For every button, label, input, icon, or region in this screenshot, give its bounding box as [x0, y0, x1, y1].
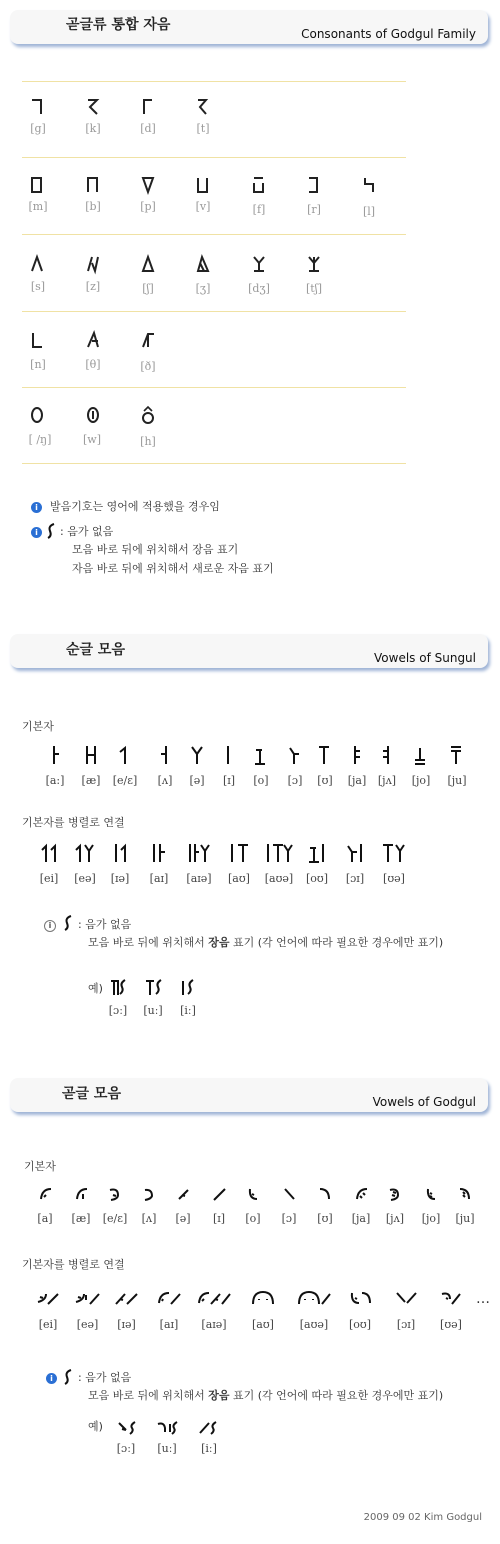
consonant-glyph — [252, 255, 266, 273]
ipa-label: [eə] — [74, 872, 96, 885]
vowel-glyph — [308, 843, 326, 863]
ipa-label: [aɪə] — [201, 1318, 227, 1331]
ipa-label: [ʌ] — [141, 1212, 157, 1225]
vowel-glyph — [84, 745, 98, 765]
consonant-glyph — [141, 331, 155, 349]
consonant-glyph — [86, 98, 100, 116]
consonant-glyph — [196, 98, 210, 116]
ipa-label: [p] — [140, 200, 156, 213]
note-emphasis: 장음 — [208, 936, 230, 949]
ipa-label: [ɔɪ] — [396, 1318, 416, 1331]
ipa-label: [aʊ] — [252, 1318, 274, 1331]
section-title-en: Vowels of Godgul — [372, 1095, 476, 1109]
row-divider — [22, 463, 406, 464]
ipa-label: [ɔɪ] — [345, 872, 365, 885]
vowel-glyph — [48, 745, 62, 765]
ipa-label: [oʊ] — [348, 1318, 372, 1331]
info-icon: i — [31, 527, 42, 538]
vowel-glyph — [74, 1290, 101, 1306]
silent-mark-icon — [46, 522, 56, 540]
vowel-glyph — [150, 843, 168, 863]
ipa-label: [h] — [140, 435, 156, 448]
ipa-label: [ʃ] — [142, 282, 154, 295]
example-glyph — [156, 1420, 180, 1436]
section-title-en: Vowels of Sungul — [374, 651, 476, 665]
section-title-ko: 곧글 모음 — [62, 1086, 121, 1102]
vowel-glyph — [354, 1186, 369, 1202]
example-glyph — [179, 977, 199, 997]
vowel-glyph — [288, 745, 302, 765]
ipa-label: [ju] — [455, 1212, 475, 1225]
section-title-en: Consonants of Godgul Family — [301, 27, 476, 41]
combo-ellipsis: … — [476, 1291, 490, 1307]
consonant-glyph — [141, 255, 155, 273]
ipa-label: [oʊ] — [305, 872, 329, 885]
section-title-ko: 순글 모음 — [66, 642, 125, 658]
vowel-glyph — [424, 1186, 439, 1202]
ipa-label: [æ] — [81, 774, 101, 787]
vowel-glyph — [246, 1186, 261, 1202]
ipa-label: [aɪ] — [159, 1318, 179, 1331]
ipa-label: [ʒ] — [195, 282, 211, 295]
consonant-glyph — [307, 176, 321, 194]
example-glyph — [198, 1420, 220, 1436]
ipa-label: [ʊ] — [317, 1212, 333, 1225]
ipa-label: [w] — [83, 433, 101, 446]
vowel-glyph — [190, 745, 204, 765]
ipa-label: [o] — [245, 1212, 261, 1225]
consonant-glyph — [86, 255, 100, 273]
vowel-glyph — [74, 1186, 89, 1202]
ipa-label: [dʒ] — [248, 282, 270, 295]
basic-label: 기본자 — [22, 720, 54, 733]
ipa-label: [ə] — [175, 1212, 191, 1225]
consonant-glyph — [141, 98, 155, 116]
ipa-label: [k] — [85, 122, 101, 135]
note-text: : 음가 없음 — [60, 525, 114, 538]
consonant-glyph — [30, 331, 44, 349]
silent-mark-icon — [63, 1368, 73, 1386]
ipa-label: [jʌ] — [377, 774, 397, 787]
vowel-glyph — [346, 843, 364, 863]
vowel-glyph — [142, 1186, 157, 1202]
vowel-glyph — [380, 745, 394, 765]
ipa-label: [ɔː] — [116, 1442, 136, 1455]
vowel-glyph — [382, 843, 406, 863]
vowel-glyph — [212, 1186, 227, 1202]
combo-label: 기본자를 병렬로 연결 — [22, 816, 125, 829]
consonant-glyph — [141, 176, 155, 194]
consonant-glyph — [196, 176, 210, 194]
combo-label: 기본자를 병렬로 연결 — [22, 1258, 125, 1271]
ipa-label: [ /ŋ] — [28, 433, 52, 446]
vowel-glyph — [414, 745, 428, 765]
ipa-label: [z] — [85, 280, 101, 293]
example-glyph — [117, 1420, 139, 1436]
ipa-label: [ɔː] — [108, 1004, 128, 1017]
ipa-label: [g] — [30, 122, 46, 135]
ipa-label: [æ] — [71, 1212, 91, 1225]
ipa-label: [eə] — [76, 1318, 99, 1331]
consonant-glyph — [30, 406, 44, 424]
row-divider — [22, 157, 406, 158]
vowel-glyph — [222, 745, 236, 765]
vowel-glyph — [296, 1290, 332, 1306]
note-text: : 음가 없음 — [78, 918, 132, 931]
vowel-glyph — [112, 843, 128, 863]
ipa-label: [ja] — [351, 1212, 371, 1225]
ipa-label: [iː] — [201, 1442, 217, 1455]
vowel-glyph — [458, 1186, 473, 1202]
note-text: 자음 바로 뒤에 위치해서 새로운 자음 표기 — [72, 562, 274, 575]
row-divider — [22, 234, 406, 235]
ipa-label: [o] — [253, 774, 269, 787]
ipa-label: [aɪ] — [149, 872, 169, 885]
section-header-consonants — [10, 10, 488, 44]
ipa-label: [iː] — [180, 1004, 196, 1017]
consonant-glyph — [30, 255, 44, 273]
note-part: 모음 바로 뒤에 위치해서 — [88, 936, 209, 949]
example-label: 예) — [88, 1420, 103, 1433]
ipa-label: [ɪ] — [222, 774, 236, 787]
footer-credit: 2009 09 02 Kim Godgul — [363, 1512, 482, 1523]
note-text: 발음기호는 영어에 적용했을 경우임 — [50, 500, 220, 513]
ipa-label: [s] — [30, 280, 46, 293]
ipa-label: [m] — [28, 200, 48, 213]
ipa-label: [b] — [85, 200, 101, 213]
ipa-label: [ju] — [447, 774, 467, 787]
row-divider — [22, 81, 406, 82]
vowel-glyph — [440, 1290, 462, 1306]
consonant-glyph — [86, 331, 100, 349]
ipa-label: [a] — [37, 1212, 53, 1225]
vowel-glyph — [264, 843, 294, 863]
ipa-label: [n] — [30, 358, 46, 371]
ipa-label: [jo] — [421, 1212, 441, 1225]
consonant-glyph — [30, 176, 44, 194]
ipa-label: [e/ɛ] — [112, 774, 138, 787]
vowel-glyph — [388, 1186, 403, 1202]
ipa-label: [aʊə] — [299, 1318, 329, 1331]
ipa-label: [aʊ] — [228, 872, 250, 885]
section-title-ko: 곧글류 통합 자음 — [66, 17, 171, 33]
ipa-label: [tʃ] — [306, 282, 322, 295]
note-text: : 음가 없음 — [78, 1371, 132, 1384]
ipa-label: [ja] — [347, 774, 367, 787]
ipa-label: [ɪə] — [117, 1318, 136, 1331]
consonant-glyph — [86, 176, 100, 194]
note-text — [88, 934, 443, 952]
note-part: 표기 (각 언어에 따라 필요한 경우에만 표기) — [229, 1389, 444, 1402]
vowel-glyph — [118, 745, 132, 765]
ipa-label: [t] — [196, 122, 210, 135]
vowel-glyph — [350, 745, 364, 765]
info-icon: i — [46, 1373, 57, 1384]
ipa-label: [ɪə] — [110, 872, 130, 885]
example-label: 예) — [88, 982, 103, 995]
ipa-label: [e/ɛ] — [102, 1212, 128, 1225]
ipa-label: [ɔ] — [281, 1212, 297, 1225]
vowel-glyph — [176, 1186, 191, 1202]
ipa-label: [ʊə] — [440, 1318, 462, 1331]
consonant-glyph — [86, 406, 100, 424]
vowel-glyph — [348, 1290, 372, 1306]
vowel-glyph — [196, 1290, 232, 1306]
vowel-glyph — [250, 1290, 276, 1306]
vowel-glyph — [450, 745, 464, 765]
ipa-label: [aʊə] — [264, 872, 294, 885]
ipa-label: [ʌ] — [157, 774, 173, 787]
note-part: 표기 (각 언어에 따라 필요한 경우에만 표기) — [229, 936, 444, 949]
consonant-glyph — [307, 255, 321, 273]
vowel-glyph — [38, 1186, 53, 1202]
basic-label: 기본자 — [24, 1160, 56, 1173]
vowel-glyph — [156, 1290, 182, 1306]
ipa-label: [uː] — [157, 1442, 177, 1455]
vowel-glyph — [108, 1186, 123, 1202]
consonant-glyph — [30, 98, 44, 116]
ipa-label: [jʌ] — [385, 1212, 405, 1225]
ipa-label: [ei] — [39, 872, 59, 885]
ipa-label: [θ] — [85, 358, 101, 371]
note-text — [88, 1387, 443, 1405]
ipa-label: [r] — [307, 203, 321, 216]
vowel-glyph — [394, 1290, 418, 1306]
ipa-label: [ei] — [38, 1318, 58, 1331]
vowel-glyph — [40, 843, 58, 863]
ipa-label: [l] — [362, 205, 376, 218]
consonant-glyph — [141, 406, 155, 424]
vowel-glyph — [74, 843, 96, 863]
ipa-label: [aɪə] — [186, 872, 212, 885]
ipa-label: [f] — [252, 203, 266, 216]
vowel-glyph — [254, 745, 268, 765]
note-emphasis: 장음 — [208, 1389, 230, 1402]
vowel-glyph — [158, 745, 172, 765]
ipa-label: [ʊə] — [383, 872, 405, 885]
consonant-glyph — [362, 176, 376, 194]
vowel-glyph — [282, 1186, 297, 1202]
ipa-label: [ð] — [140, 360, 156, 373]
vowel-glyph — [186, 843, 212, 863]
ipa-label: [ɪ] — [212, 1212, 226, 1225]
vowel-glyph — [36, 1290, 60, 1306]
section-header-sungul — [10, 634, 488, 668]
vowel-glyph — [318, 1186, 333, 1202]
ipa-label: [ə] — [189, 774, 205, 787]
vowel-glyph — [318, 745, 332, 765]
note-text: 모음 바로 뒤에 위치해서 장음 표기 — [72, 543, 239, 556]
consonant-glyph — [252, 176, 266, 194]
silent-mark-icon — [63, 914, 73, 932]
ipa-label: [ɔ] — [287, 774, 303, 787]
example-glyph — [144, 977, 164, 997]
example-glyph — [109, 977, 129, 997]
section-header-godgul — [10, 1078, 488, 1112]
vowel-glyph — [228, 843, 250, 863]
ipa-label: [v] — [195, 200, 211, 213]
row-divider — [22, 311, 406, 312]
ipa-label: [ʊ] — [317, 774, 333, 787]
row-divider — [22, 387, 406, 388]
info-icon: i — [31, 502, 42, 513]
ipa-label: [jo] — [411, 774, 431, 787]
ipa-label: [a:] — [45, 774, 65, 787]
info-icon: i — [44, 920, 56, 932]
consonant-glyph — [196, 255, 210, 273]
vowel-glyph — [114, 1290, 139, 1306]
note-part: 모음 바로 뒤에 위치해서 — [88, 1389, 209, 1402]
ipa-label: [d] — [140, 122, 156, 135]
ipa-label: [uː] — [143, 1004, 163, 1017]
